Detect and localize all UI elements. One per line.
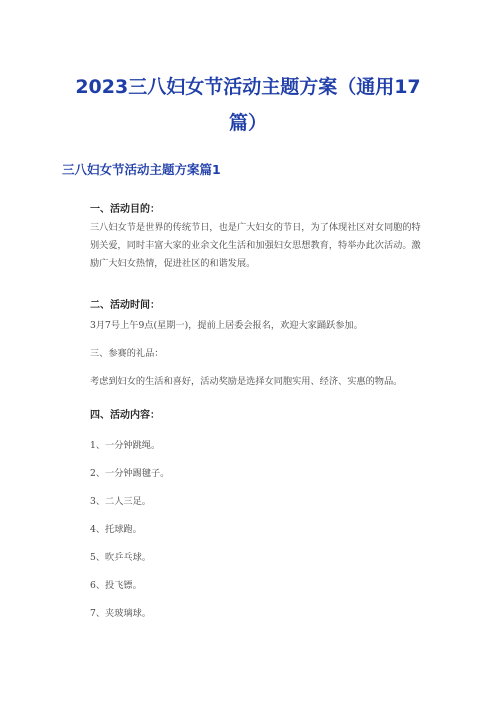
prize-paragraph: 考虑到妇女的生活和喜好，活动奖励是选择女同胞实用、经济、实惠的物品。	[90, 376, 403, 387]
purpose-paragraph: 三八妇女节是世界的传统节日，也是广大妇女的节日，为了体现社区对女同胞的特别关爱，同时丰富大家的业余文化生活和加强妇女思想教育，特举办此次活动。激励广大妇女热情，促进社区的和谐发展。	[90, 222, 421, 269]
section-title: 三八妇女节活动主题方案篇1	[62, 162, 221, 177]
list-item: 1、一分钟跳绳。	[90, 440, 161, 451]
purpose-heading: 一、活动目的：	[90, 204, 160, 215]
list-item: 4、托球跑。	[90, 524, 142, 535]
prize-heading: 三、参赛的礼品：	[90, 348, 164, 359]
time-heading: 二、活动时间：	[90, 300, 160, 311]
content-heading: 四、活动内容：	[90, 410, 160, 421]
list-item: 5、吹乒乓球。	[90, 552, 151, 563]
document-title-line-2: 篇）	[228, 112, 267, 134]
time-paragraph: 3月7号上午9点(星期一)，提前上居委会报名，欢迎大家踊跃参加。	[90, 320, 363, 331]
list-item: 2、一分钟踢毽子。	[90, 468, 170, 479]
document-title-line-1: 2023三八妇女节活动主题方案（通用17	[75, 76, 421, 98]
list-item: 7、夹玻璃球。	[90, 608, 151, 619]
list-item: 3、二人三足。	[90, 496, 151, 507]
list-item: 6、投飞镖。	[90, 580, 142, 591]
